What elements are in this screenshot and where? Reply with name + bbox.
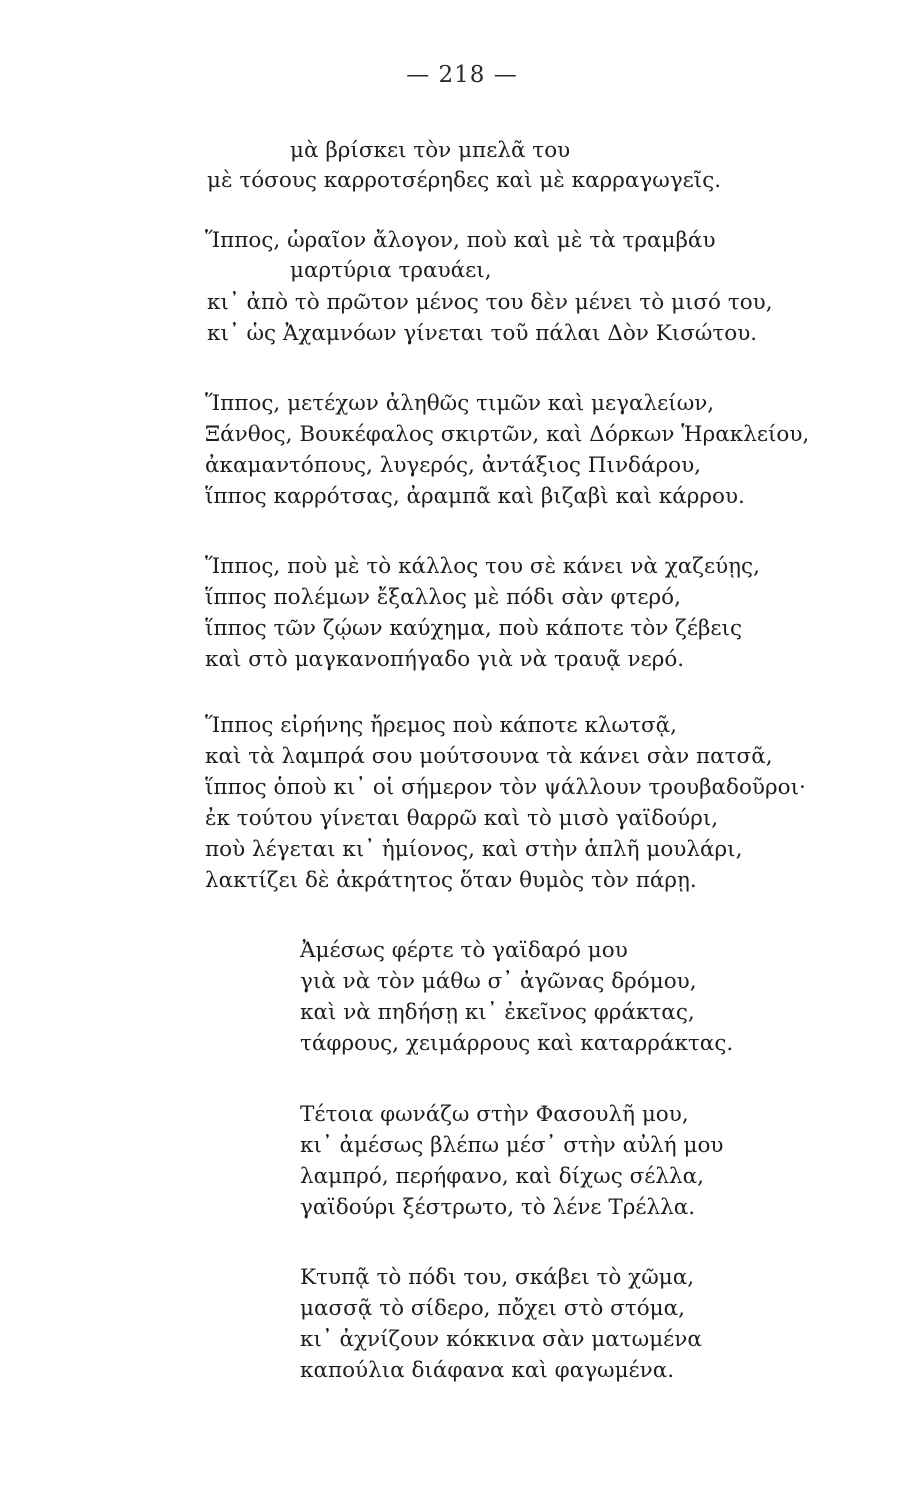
poem-line: κι᾿ ἀπὸ τὸ πρῶτον μένος του δὲν μένει τὸ μισό του, [207, 290, 773, 315]
poem-line: Ἵππος, ὡραῖον ἄλογον, ποὺ καὶ μὲ τὰ τραμβάυ [205, 228, 716, 253]
poem-line: μασσᾷ τὸ σίδερο, πὄχει στὸ στόμα, [300, 1296, 686, 1321]
poem-line: ἐκ τούτου γίνεται θαρρῶ καὶ τὸ μισὸ γαϊδούρι, [205, 806, 719, 831]
poem-line: ἵππος τῶν ζῴων καύχημα, ποὺ κάποτε τὸν ζέβεις [205, 616, 743, 641]
poem-line: ἵππος ὁποὺ κι᾿ οἱ σήμερον τὸν ψάλλουν τρουβαδοῦροι· [205, 775, 806, 800]
poem-line: καὶ τὰ λαμπρά σου μούτσουνα τὰ κάνει σὰν πατσᾶ, [205, 744, 773, 769]
poem-line: ἵππος πολέμων ἔξαλλος μὲ πόδι σὰν φτερό, [205, 585, 681, 610]
poem-line: καπούλια διάφανα καὶ φαγωμένα. [300, 1358, 675, 1383]
poem-line: καὶ νὰ πηδήσῃ κι᾿ ἐκεῖνος φράκτας, [300, 1000, 695, 1025]
poem-line: Ἵππος, ποὺ μὲ τὸ κάλλος του σὲ κάνει νὰ χαζεύῃς, [205, 554, 760, 579]
poem-line: Τέτοια φωνάζω στὴν Φασουλῆ μου, [300, 1102, 689, 1127]
poem-line: κι᾿ ἀμέσως βλέπω μέσ᾿ στὴν αὐλή μου [300, 1133, 724, 1158]
poem-line: Κτυπᾷ τὸ πόδι του, σκάβει τὸ χῶμα, [300, 1265, 695, 1290]
poem-line: λαμπρό, περήφανο, καὶ δίχως σέλλα, [300, 1164, 704, 1189]
poem-line: κι᾿ ὡς Ἀχαμνόων γίνεται τοῦ πάλαι Δὸν Κισώτου. [207, 321, 758, 346]
poem-line: μαρτύρια τραυάει, [290, 258, 492, 283]
poem-line: καὶ στὸ μαγκανοπήγαδο γιὰ νὰ τραυᾷ νερό. [205, 647, 685, 672]
poem-line: ἵππος καρρότσας, ἀραμπᾶ καὶ βιζαβὶ καὶ κάρρου. [205, 484, 745, 509]
poem-line: γιὰ νὰ τὸν μάθω σ᾿ ἀγῶνας δρόμου, [300, 969, 697, 994]
poem-line: κι᾿ ἀχνίζουν κόκκινα σὰν ματωμένα [300, 1327, 702, 1352]
poem-line: Ἀμέσως φέρτε τὸ γαϊδαρό μου [300, 938, 628, 963]
poem-line: Ἵππος εἰρήνης ἤρεμος ποὺ κάποτε κλωτσᾷ, [205, 713, 678, 738]
poem-line: τάφρους, χειμάρρους καὶ καταρράκτας. [300, 1031, 734, 1056]
poem-line: λακτίζει δὲ ἀκράτητος ὅταν θυμὸς τὸν πάρῃ. [205, 868, 697, 893]
poem-line: μὰ βρίσκει τὸν μπελᾶ του [290, 138, 571, 163]
poem-line: Ξάνθος, Βουκέφαλος σκιρτῶν, καὶ Δόρκων Ἡρακλείου, [205, 422, 810, 447]
poem-line: ἀκαμαντόπους, λυγερός, ἀντάξιος Πινδάρου, [205, 453, 702, 478]
poem-line: Ἵππος, μετέχων ἀληθῶς τιμῶν καὶ μεγαλείων, [205, 391, 715, 416]
page-number: — 218 — [406, 62, 518, 88]
poem-line: μὲ τόσους καρροτσέρηδες καὶ μὲ καρραγωγεῖς. [207, 168, 722, 193]
poem-line: γαϊδούρι ξέστρωτο, τὸ λένε Τρέλλα. [300, 1195, 696, 1220]
poem-line: ποὺ λέγεται κι᾿ ἡμίονος, καὶ στὴν ἁπλῆ μουλάρι, [205, 837, 743, 862]
